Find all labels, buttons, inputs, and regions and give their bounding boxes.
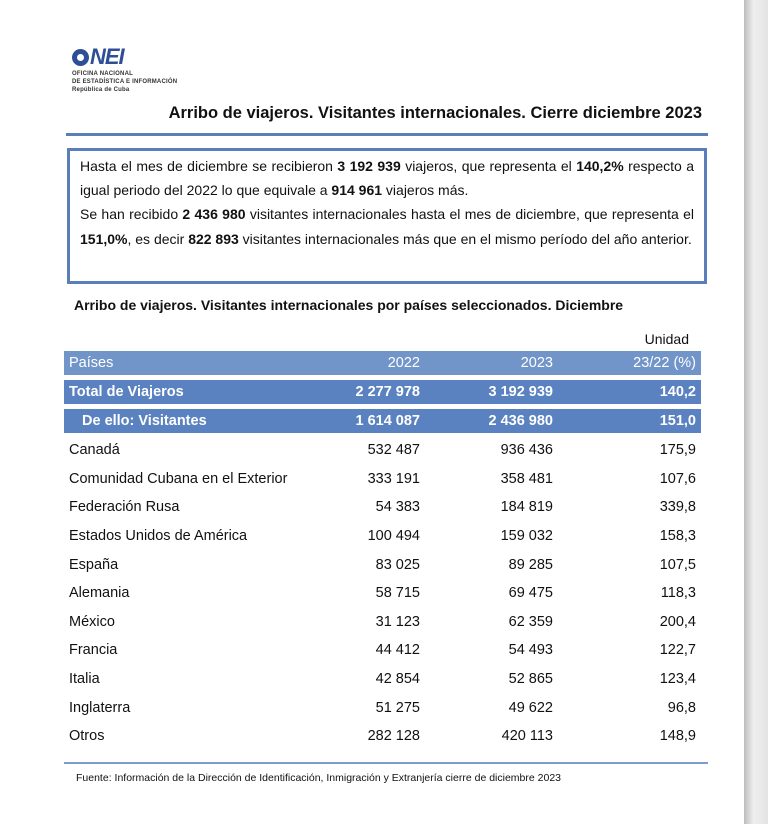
table-cell: 52 865 [508,671,553,688]
table-row [64,665,701,694]
table-cell: 148,9 [659,728,696,745]
table-cell: Federación Rusa [69,499,180,516]
table-cell: México [69,613,115,630]
table-cell: 107,5 [659,556,696,573]
table-cell: 333 191 [367,470,420,487]
table-row [64,493,701,522]
table-cell: 358 481 [500,470,553,487]
table-cell: España [69,556,119,573]
logo-wordmark: NEI [90,44,124,69]
table-row [64,550,701,579]
table-cell: Alemania [69,585,130,602]
table-cell: 420 113 [501,728,553,745]
table-row [64,722,701,751]
header-ratio: 23/22 (%) [633,355,696,371]
country-rows [64,436,701,751]
header-2022: 2022 [387,355,420,371]
table-cell: 200,4 [659,613,696,630]
table-cell: 100 494 [367,528,420,545]
summary-paragraph-1: Hasta el mes de diciembre se recibieron 3 192 939 viajeros, que representa el 140,2% respecto a igual periodo del 2022 lo que equivale a 914 961 viajeros más. [80,158,695,199]
table-row [64,579,701,608]
unit-label: Unidad [644,331,689,347]
header-countries: Países [69,355,114,371]
table-cell: 51 275 [375,699,420,716]
visitors-table [64,351,701,751]
table-row [64,608,701,637]
table-header-row [64,351,701,375]
table-cell: 69 475 [508,585,553,602]
table-cell: 62 359 [508,613,553,630]
logo-line-1: OFICINA NACIONAL [72,71,133,77]
logo-line-3: República de Cuba [72,87,130,93]
table-cell: 158,3 [659,528,696,545]
title-divider [66,133,708,136]
table-cell: 49 622 [508,699,553,716]
table-cell: 339,8 [659,499,696,516]
table-cell: Estados Unidos de América [69,528,248,545]
page-title: Arribo de viajeros. Visitantes internacionales. Cierre diciembre 2023 [168,104,702,122]
onei-logo [72,40,177,94]
table-cell: 54 493 [508,642,553,659]
table-cell: 184 819 [500,499,553,516]
table-cell: Canadá [69,442,120,459]
table-cell: Otros [69,728,105,745]
source-note: Fuente: Información de la Dirección de Identificación, Inmigración y Extranjería cierre de diciembre 2023 [76,772,561,784]
table-cell: 58 715 [375,585,420,602]
table-cell: 42 854 [375,671,420,688]
footer-divider [64,762,708,764]
table-cell: 175,9 [659,442,696,459]
logo-line-2: DE ESTADÍSTICA E INFORMACIÓN [72,79,178,85]
table-cell: 96,8 [667,699,696,716]
table-cell: 123,4 [659,671,696,688]
table-cell: 532 487 [367,442,420,459]
total-row: Total de Viajeros 2 277 978 3 192 939 140,2 [64,380,701,404]
summary-box [67,148,707,284]
table-cell: Italia [69,671,100,688]
table-cell: 118,3 [660,585,696,602]
header-2023: 2023 [520,355,553,371]
summary-paragraph-2: Se han recibido 2 436 980 visitantes internacionales hasta el mes de diciembre, que representa el 151,0%, es decir 822 893 visitantes internacionales más que en el mismo período del año anterior. [80,206,694,247]
visitors-row: De ello: Visitantes 1 614 087 2 436 980 151,0 [64,409,701,433]
table-row [64,465,701,494]
table-cell: 31 123 [375,613,420,630]
table-cell: 936 436 [500,442,553,459]
table-cell: Inglaterra [69,699,131,716]
table-cell: 54 383 [375,499,420,516]
table-cell: 159 032 [500,528,553,545]
table-cell: 83 025 [375,556,420,573]
table-row [64,636,701,665]
table-cell: 89 285 [508,556,553,573]
table-cell: 44 412 [375,642,420,659]
page-edge [744,0,768,824]
table-cell: Francia [69,642,118,659]
table-cell: 122,7 [659,642,696,659]
logo-circle-icon [72,49,89,66]
table-cell: Comunidad Cubana en el Exterior [69,470,288,487]
table-cell: 282 128 [367,728,420,745]
table-row [64,693,701,722]
table-row [64,436,701,465]
table-title: Arribo de viajeros. Visitantes internacionales por países seleccionados. Diciembre [74,297,624,313]
table-cell: 107,6 [659,470,696,487]
table-row [64,522,701,551]
